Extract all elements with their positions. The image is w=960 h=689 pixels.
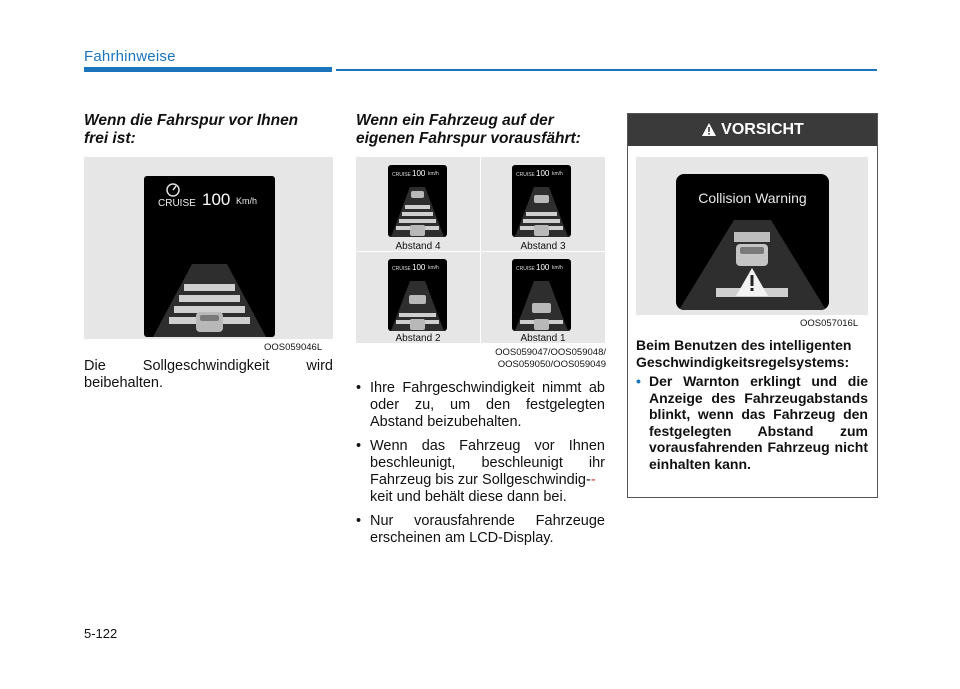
screen-speed: 100 xyxy=(536,263,550,272)
distance-label-4: Abstand 4 xyxy=(395,241,441,252)
bullet-text: Nur vorausfahrende Fahrzeuge erscheinen am LCD-Display. xyxy=(370,513,605,546)
collision-figure xyxy=(636,157,868,315)
distance-figure-panel xyxy=(356,157,605,343)
lane-graphic xyxy=(512,187,571,237)
cruise-speedometer-icon xyxy=(164,182,182,198)
collision-warning-text: Collision Warning xyxy=(698,190,807,206)
distance-label-1: Abstand 1 xyxy=(520,333,566,344)
lane-graphic xyxy=(512,281,571,331)
bullet-item xyxy=(356,380,605,431)
caution-heading: Beim Benutzen des intelligenten Geschwindigkeitsregelsystems: xyxy=(636,337,852,370)
middle-bullet-list xyxy=(356,380,605,554)
bullet-item xyxy=(356,513,605,547)
image-code-line-2: OOS059050/OOS059049 xyxy=(497,359,606,370)
caution-image-code: OOS057016L xyxy=(800,318,859,329)
screen-mode: CRUISE xyxy=(392,266,411,272)
screen-speed: 100 xyxy=(412,169,426,178)
lane-graphic xyxy=(388,187,447,237)
screen-unit: km/h xyxy=(428,171,439,177)
left-heading: Wenn die Fahrspur vor Ihnen frei ist: xyxy=(84,112,299,147)
speed-unit: Km/h xyxy=(236,196,258,206)
distance-screen-1 xyxy=(512,259,571,331)
cluster-screen xyxy=(144,176,275,337)
bullet-item xyxy=(356,438,605,506)
screen-mode: CRUISE xyxy=(392,172,411,178)
image-code-line-1: OOS059047/OOS059048/ xyxy=(495,347,606,358)
caution-bullet xyxy=(636,373,868,472)
header-rule-thin xyxy=(336,69,877,71)
screen-unit: km/h xyxy=(428,265,439,271)
caution-title: VORSICHT xyxy=(721,121,804,138)
caution-bullet-text: Der Warnton erklingt und die Anzeige des Fahrzeugabstands blinkt, wenn das Fahrzeug den festgelegten Abstand zum vorausfahrenden Fahrzeug nicht einhalten kann. xyxy=(649,373,868,472)
left-figure xyxy=(84,157,333,339)
distance-screen-4 xyxy=(388,165,447,237)
cruise-label: CRUISE xyxy=(158,198,196,209)
left-image-code: OOS059046L xyxy=(264,342,323,353)
hyphen-marker: - xyxy=(590,472,596,488)
middle-heading: Wenn ein Fahrzeug auf der eigenen Fahrspur vorausfährt: xyxy=(356,112,581,147)
screen-speed: 100 xyxy=(412,263,426,272)
page-number: 5-122 xyxy=(84,626,118,641)
distance-label-2: Abstand 2 xyxy=(395,333,441,344)
collision-screen xyxy=(676,174,829,310)
lane-graphic xyxy=(144,264,275,337)
distance-label-3: Abstand 3 xyxy=(520,241,566,252)
distance-screen-3 xyxy=(512,165,571,237)
warning-triangle-icon xyxy=(701,122,717,137)
section-title: Fahrhinweise xyxy=(84,48,176,65)
screen-unit: km/h xyxy=(552,265,563,271)
lane-graphic xyxy=(388,281,447,331)
left-body-text: Die Sollgeschwindigkeit wird beibehalten. xyxy=(84,358,333,391)
screen-unit: km/h xyxy=(552,171,563,177)
bullet-text-tail: keit und behält diese dann bei. xyxy=(370,489,567,505)
screen-mode: CRUISE xyxy=(516,172,535,178)
screen-mode: CRUISE xyxy=(516,266,535,272)
caution-header xyxy=(628,114,877,146)
caution-box xyxy=(627,113,878,498)
header-rule-thick xyxy=(84,67,332,72)
bullet-text: Wenn das Fahrzeug vor Ihnen beschleunigt, beschleunigt ihr Fahrzeug bis zur Sollgeschwindig- xyxy=(370,438,605,488)
distance-screen-2 xyxy=(388,259,447,331)
middle-image-codes xyxy=(470,347,606,371)
collision-lane-graphic xyxy=(676,220,829,310)
set-speed: 100 xyxy=(202,190,231,209)
caution-bullet-dot: • xyxy=(636,373,641,389)
screen-speed: 100 xyxy=(536,169,550,178)
bullet-text: Ihre Fahrgeschwindigkeit nimmt ab oder zu, um den festgelegten Abstand beizubehalten. xyxy=(370,380,605,430)
